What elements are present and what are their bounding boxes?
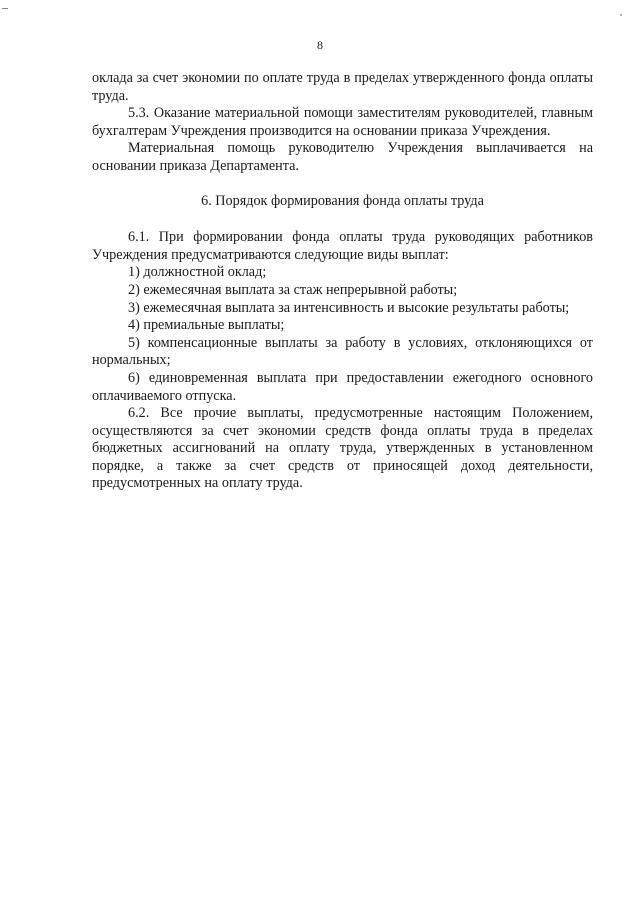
list-item: 4) премиальные выплаты; xyxy=(128,317,285,334)
list-item: 5) компенсационные выплаты за работу в условиях, отклоняющихся от нормальных; xyxy=(92,334,593,369)
paragraph-6-2: 6.2. Все прочие выплаты, предусмотренные настоящим Положением, осуществляются за счет экономии средств фонда оплаты труда в пределах бюджетных ассигнований на оплату труда, утвержденных в установленном порядке, а также за счет средств от приносящей доход деятельности, предусмотренных на оплату труда. xyxy=(92,405,593,492)
list-item: 1) должностной оклад; xyxy=(128,264,267,281)
scan-dot xyxy=(620,14,622,16)
section-heading: 6. Порядок формирования фонда оплаты труда xyxy=(201,192,484,209)
list-item: 6) единовременная выплата при предоставлении ежегодного основного оплачиваемого отпуска. xyxy=(92,369,593,404)
paragraph-5-3: 5.3. Оказание материальной помощи заместителям руководителей, главным бухгалтерам Учреждения производится на основании приказа Учреждения. xyxy=(92,105,593,139)
paragraph-continuation: оклада за счет экономии по оплате труда в пределах утвержденного фонда оплаты труда. xyxy=(92,70,593,104)
list-item: 2) ежемесячная выплата за стаж непрерывной работы; xyxy=(128,281,458,298)
paragraph-6-1: 6.1. При формировании фонда оплаты труда руководящих работников Учреждения предусматриваются следующие виды выплат: xyxy=(92,229,593,263)
paragraph-material-aid: Материальная помощь руководителю Учреждения выплачивается на основании приказа Департамента. xyxy=(92,140,593,174)
list-item: 3) ежемесячная выплата за интенсивность и высокие результаты работы; xyxy=(128,299,570,316)
page-number: 8 xyxy=(317,38,323,52)
document-body xyxy=(92,70,593,493)
scan-mark xyxy=(2,8,8,9)
